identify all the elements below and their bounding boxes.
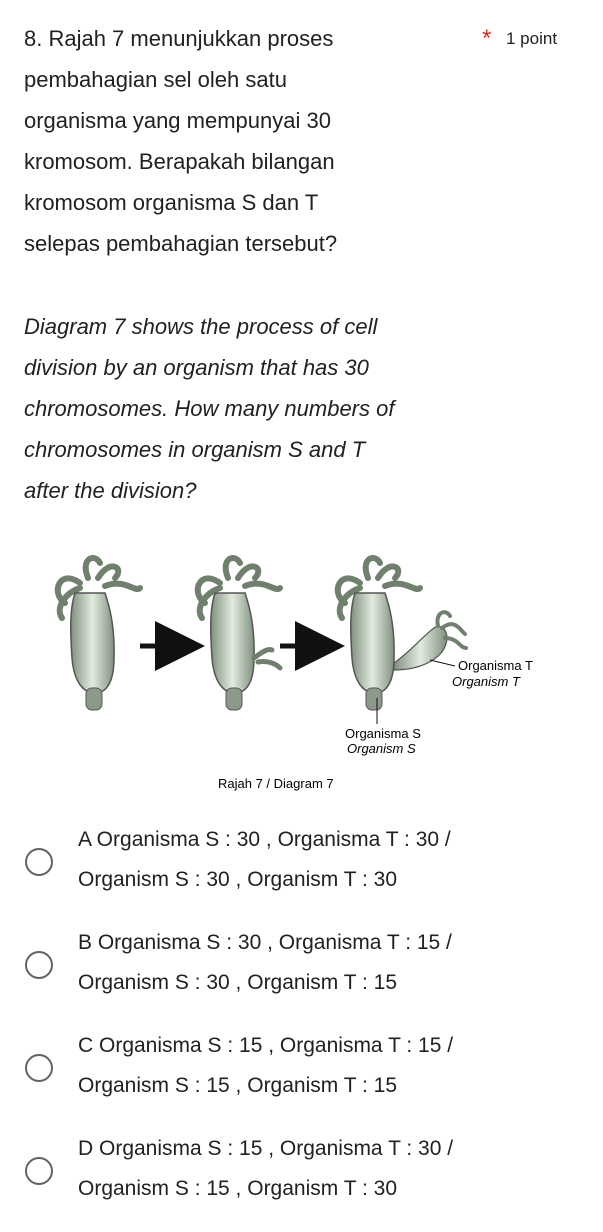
option-b-line1: B Organisma S : 30 , Organisma T : 15 / — [78, 931, 452, 954]
label-organisma-t: Organisma T — [458, 658, 533, 673]
points-label: 1 point — [506, 29, 558, 48]
question-line-en: Diagram 7 shows the process of cell — [24, 314, 378, 339]
question-line: organisma yang mempunyai 30 — [24, 108, 331, 133]
question-text-english — [24, 306, 494, 511]
question-text-malay — [24, 18, 464, 264]
question-line: kromosom. Berapakah bilangan — [24, 149, 335, 174]
answer-options — [0, 820, 603, 1232]
radio-button-a[interactable] — [25, 848, 53, 876]
question-line: kromosom organisma S dan T — [24, 190, 319, 215]
option-a-text — [78, 820, 578, 900]
pointer-t — [430, 660, 455, 666]
hydra-parent-2 — [198, 558, 280, 710]
question-header — [24, 18, 584, 503]
question-line-en: division by an organism that has 30 — [24, 355, 369, 380]
option-d-line2: Organism S : 15 , Organism T : 30 — [78, 1177, 398, 1200]
diagram-caption: Rajah 7 / Diagram 7 — [218, 776, 334, 791]
radio-button-b[interactable] — [25, 951, 53, 979]
label-organism-s: Organism S — [347, 741, 416, 756]
option-b-text — [78, 923, 578, 1003]
radio-button-d[interactable] — [25, 1157, 53, 1185]
option-b-line2: Organism S : 30 , Organism T : 15 — [78, 971, 398, 994]
option-a-line1: A Organisma S : 30 , Organisma T : 30 / — [78, 828, 451, 851]
hydra-parent-3 — [338, 558, 466, 710]
option-d[interactable] — [0, 1129, 603, 1232]
question-line-en: chromosomes in organism S and T — [24, 437, 366, 462]
question-line-en: chromosomes. How many numbers of — [24, 396, 395, 421]
option-a-line2: Organism S : 30 , Organism T : 30 — [78, 868, 398, 891]
required-marker: * — [482, 25, 492, 52]
option-d-text — [78, 1129, 578, 1209]
question-line: pembahagian sel oleh satu — [24, 67, 287, 92]
option-c-text — [78, 1026, 578, 1106]
radio-button-c[interactable] — [25, 1054, 53, 1082]
question-line-en: after the division? — [24, 478, 197, 503]
organism-t-bud — [394, 626, 447, 670]
option-b[interactable] — [0, 923, 603, 1026]
label-organism-t: Organism T — [452, 674, 520, 689]
option-a[interactable] — [0, 820, 603, 923]
option-d-line1: D Organisma S : 15 , Organisma T : 30 / — [78, 1137, 454, 1160]
option-c-line2: Organism S : 15 , Organism T : 15 — [78, 1074, 398, 1097]
hydra-budding-diagram — [40, 548, 560, 798]
question-title-line: 8. Rajah 7 menunjukkan proses — [24, 26, 334, 51]
hydra-parent-1 — [58, 558, 140, 710]
option-c-line1: C Organisma S : 15 , Organisma T : 15 / — [78, 1034, 454, 1057]
label-organisma-s: Organisma S — [345, 726, 421, 741]
option-c[interactable] — [0, 1026, 603, 1129]
question-line: selepas pembahagian tersebut? — [24, 231, 338, 256]
